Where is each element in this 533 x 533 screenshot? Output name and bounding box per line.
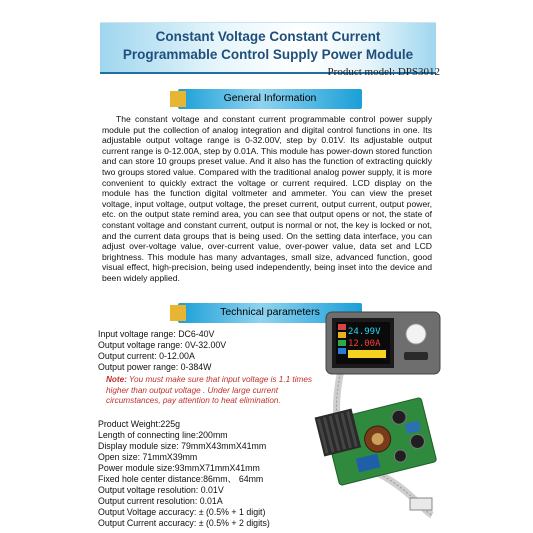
spec-output-voltage: Output voltage range: 0V-32.00V <box>98 340 227 350</box>
spec-open-size: Open size: 71mmX39mm <box>98 452 198 462</box>
warning-note <box>106 375 316 407</box>
spec-current-resolution: Output current resolution: 0.01A <box>98 496 223 506</box>
note-label: Note: <box>106 375 127 384</box>
device-photo <box>312 310 444 520</box>
spec-voltage-resolution: Output voltage resolution: 0.01V <box>98 485 224 495</box>
title-line-2: Programmable Control Supply Power Module <box>122 47 414 62</box>
general-info-heading-bar <box>178 89 362 109</box>
product-sheet <box>92 18 444 528</box>
title-line-1: Constant Voltage Constant Current <box>155 29 381 44</box>
spec-power-module-size: Power module size:93mmX71mmX41mm <box>98 463 260 473</box>
rotary-knob <box>406 324 426 344</box>
spec-current-accuracy: Output Current accuracy: ± (0.5% + 2 digits) <box>98 518 270 528</box>
spec-input-voltage: Input voltage range: DC6-40V <box>98 329 215 339</box>
lcd-voltage: 24.99V <box>348 327 381 337</box>
technical-heading: Technical parameters <box>220 306 320 318</box>
product-model: Product model: DPS3012 <box>327 66 440 78</box>
spec-cable-length: Length of connecting line:200mm <box>98 430 228 440</box>
spec-weight: Product Weight:225g <box>98 419 180 429</box>
spec-voltage-accuracy: Output Voltage accuracy: ± (0.5% + 1 digit) <box>98 507 266 517</box>
note-text: You must make sure that input voltage is 1.1 times higher than output voltage . Under large current circumstances, pay attention to heat elimination. <box>106 375 312 406</box>
general-info-heading: General Information <box>223 92 317 104</box>
spec-output-power: Output power range: 0-384W <box>98 362 212 372</box>
spec-hole-distance: Fixed hole center distance:86mm、 64mm <box>98 474 264 484</box>
power-button <box>404 352 428 360</box>
spec-display-size: Display module size: 79mmX43mmX41mm <box>98 441 267 451</box>
general-info-body: The constant voltage and constant current programmable control power supply module put the collection of analog integration and digital control functions in one. Its adjustable output voltage range is 0-32.00V, step by 0.01V. Its adjustable output current range is 0-12.00A, step by 0.01A. This module has power-down stored function and can store 10 groups preset value. And it also has the function of extracting quickly two groups stored value. Compared with the traditional analog power supply, it is more convenient to quickly extract the voltage or current required. LCD display on the module has the function digital voltmeter and ammeter. You can view the preset voltage, input voltage, output voltage, the preset current, output current, output power, etc. on the output state remind area, you can see that output opens or not, the state of constant voltage and constant current, output is normal or not, the key is locked or not, and the current data groups that is being used. On the setting data interface, you can adjust over-voltage value, over-current value, over-power value, data set and LCD brightness. This module has many advantages, small size, advanced function, good visual effect, high-precision, being used independently, being inset into the device and been widely applied. <box>102 114 432 283</box>
spec-output-current: Output current: 0-12.00A <box>98 351 195 361</box>
lcd-current: 12.00A <box>348 339 381 349</box>
